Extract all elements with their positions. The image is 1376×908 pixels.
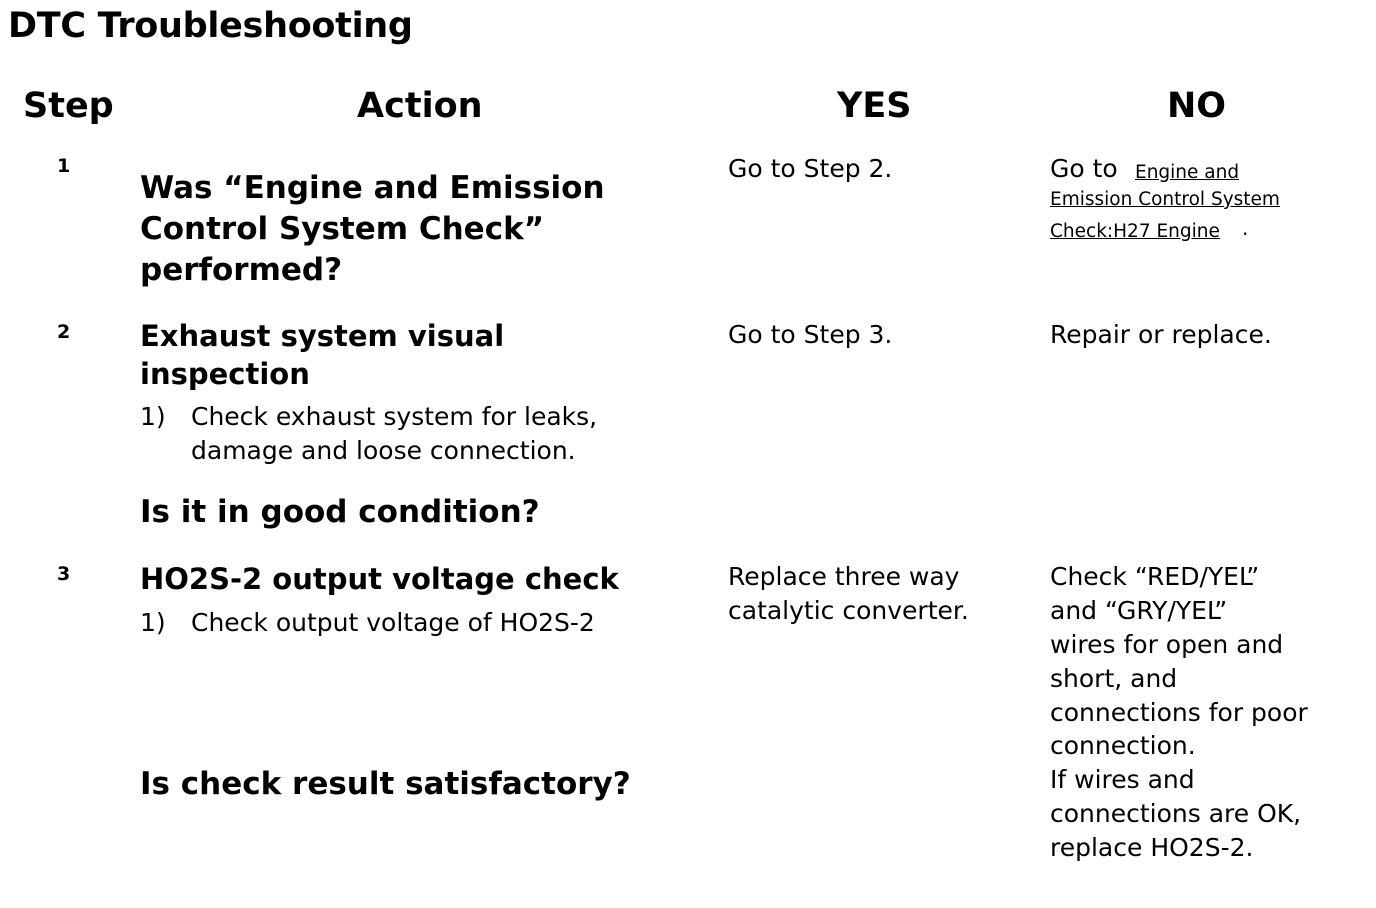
- yes-text-line: Replace three way: [728, 562, 960, 591]
- yes-text-line: catalytic converter.: [728, 596, 969, 625]
- no-prefix: Go to: [1050, 154, 1118, 183]
- sub-step-number: 1): [140, 608, 166, 637]
- sub-step: [140, 606, 700, 640]
- action-heading-line: inspection: [140, 357, 310, 391]
- action-question: Is it in good condition?: [140, 494, 540, 530]
- no-text-line: If wires and: [1050, 765, 1195, 794]
- action-heading: HO2S-2 output voltage check: [140, 562, 619, 596]
- step-number: 3: [57, 563, 71, 585]
- yes-text: Go to Step 3.: [728, 320, 893, 349]
- action-line: Was “Engine and Emission: [140, 170, 605, 206]
- manual-link-line[interactable]: Emission Control System: [1050, 189, 1280, 210]
- header-yes: YES: [837, 86, 912, 126]
- step-number: 2: [57, 321, 71, 343]
- action-line: Control System Check”: [140, 211, 545, 247]
- no-text-line: connections are OK,: [1050, 799, 1302, 828]
- no-text-line: connection.: [1050, 731, 1196, 760]
- header-no: NO: [1167, 86, 1227, 126]
- sub-step-number: 1): [140, 402, 166, 431]
- action-line: performed?: [140, 252, 343, 288]
- manual-link-line[interactable]: Check:H27 Engine: [1050, 221, 1220, 242]
- no-text: Repair or replace.: [1050, 320, 1272, 349]
- page-title: DTC Troubleshooting: [8, 6, 413, 46]
- no-text-line: wires for open and: [1050, 630, 1284, 659]
- no-text-line: connections for poor: [1050, 698, 1308, 727]
- no-text-line: replace HO2S-2.: [1050, 833, 1254, 862]
- step-number: 1: [57, 155, 71, 177]
- header-step: Step: [23, 86, 114, 126]
- sub-step-text: Check exhaust system for leaks,: [191, 402, 598, 431]
- action-heading-line: Exhaust system visual: [140, 319, 505, 353]
- sub-step-text: damage and loose connection.: [191, 436, 576, 465]
- no-suffix: .: [1242, 216, 1249, 240]
- no-text-line: Check “RED/YEL”: [1050, 562, 1260, 591]
- header-action: Action: [357, 86, 483, 126]
- action-question: Is check result satisfactory?: [140, 766, 631, 802]
- sub-step-text: Check output voltage of HO2S-2: [191, 608, 595, 637]
- no-text-line: and “GRY/YEL”: [1050, 596, 1228, 625]
- sub-step: [140, 400, 680, 470]
- yes-text: Go to Step 2.: [728, 154, 893, 183]
- no-text-line: short, and: [1050, 664, 1178, 693]
- manual-link-line[interactable]: Engine and: [1135, 162, 1240, 183]
